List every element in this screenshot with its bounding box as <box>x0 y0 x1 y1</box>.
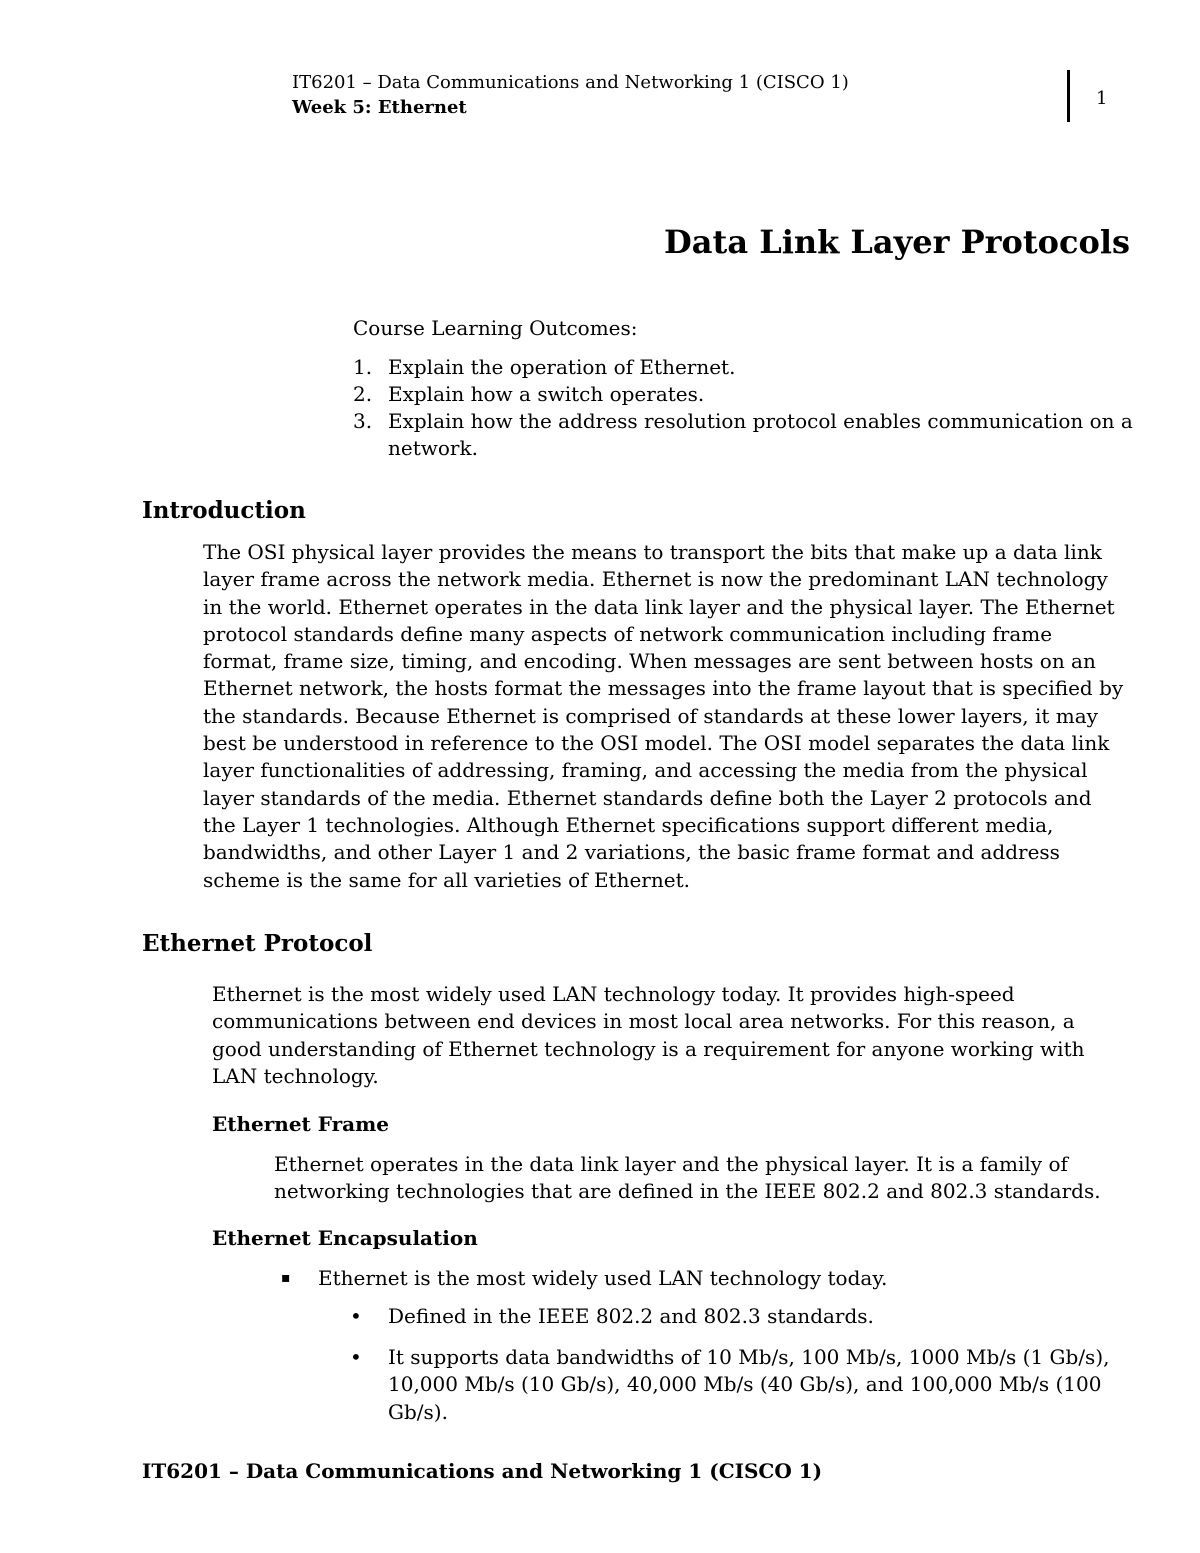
introduction-heading: Introduction <box>142 497 306 524</box>
outcome-number: 3. <box>353 409 373 433</box>
outcome-item <box>353 408 1133 462</box>
ethernet-frame-heading: Ethernet Frame <box>212 1112 389 1136</box>
outcome-text: Explain how the address resolution protocol enables communication on a network. <box>388 409 1133 460</box>
outcomes-list <box>353 354 1133 462</box>
round-bullet-icon: • <box>350 1345 362 1369</box>
introduction-paragraph: The OSI physical layer provides the means to transport the bits that make up a data link layer frame across the network media. Ethernet is now the predominant LAN technology in the world. Ethernet operates in the data link layer and the physical layer. The Ethernet protocol standards define many aspects of network communication including frame format, frame size, timing, and encoding. When messages are sent between hosts on an Ethernet network, the hosts format the messages into the frame layout that is specified by the standards. Because Ethernet is comprised of standards at these lower layers, it may best be understood in reference to the OSI model. The OSI model separates the data link layer functionalities of addressing, framing, and accessing the media from the physical layer standards of the media. Ethernet standards define both the Layer 2 protocols and the Layer 1 technologies. Although Ethernet specifications support different media, bandwidths, and other Layer 1 and 2 variations, the basic frame format and address scheme is the same for all varieties of Ethernet. <box>203 540 1124 892</box>
outcome-text: Explain how a switch operates. <box>388 382 705 406</box>
ethernet-frame-paragraph: Ethernet operates in the data link layer and the physical layer. It is a family of networking technologies that are defined in the IEEE 802.2 and 802.3 standards. <box>274 1152 1101 1204</box>
outcomes-label: Course Learning Outcomes: <box>353 316 638 340</box>
bullet-text: Ethernet is the most widely used LAN technology today. <box>318 1266 888 1290</box>
square-bullet-icon: ▪ <box>281 1270 291 1286</box>
bullet-item-level2 <box>350 1344 1120 1426</box>
footer-course-title: IT6201 – Data Communications and Networking 1 (CISCO 1) <box>142 1459 823 1483</box>
outcome-item <box>353 381 1133 408</box>
header-week-title: Week 5: Ethernet <box>292 97 467 118</box>
ethernet-protocol-heading: Ethernet Protocol <box>142 930 373 957</box>
outcome-number: 2. <box>353 382 373 406</box>
ethernet-protocol-paragraph: Ethernet is the most widely used LAN technology today. It provides high-speed communications between end devices in most local area networks. For this reason, a good understanding of Ethernet technology is a requirement for anyone working with LAN technology. <box>212 982 1085 1088</box>
document-title: Data Link Layer Protocols <box>664 223 1130 261</box>
round-bullet-icon: • <box>350 1304 362 1328</box>
ethernet-encapsulation-heading: Ethernet Encapsulation <box>212 1226 478 1250</box>
bullet-text: Defined in the IEEE 802.2 and 802.3 standards. <box>388 1304 874 1328</box>
bullet-item-level1 <box>281 1265 1101 1292</box>
bullet-text: It supports data bandwidths of 10 Mb/s, 100 Mb/s, 1000 Mb/s (1 Gb/s), 10,000 Mb/s (10 Gb/s), 40,000 Mb/s (40 Gb/s), and 100,000 Mb/s (100 Gb/s). <box>388 1345 1110 1424</box>
bullet-item-level2 <box>350 1303 1120 1330</box>
page-number: 1 <box>1096 88 1108 109</box>
header-divider <box>1067 70 1070 122</box>
header-course-title: IT6201 – Data Communications and Networking 1 (CISCO 1) <box>292 72 849 93</box>
outcome-text: Explain the operation of Ethernet. <box>388 355 736 379</box>
outcome-item <box>353 354 1133 381</box>
outcome-number: 1. <box>353 355 373 379</box>
